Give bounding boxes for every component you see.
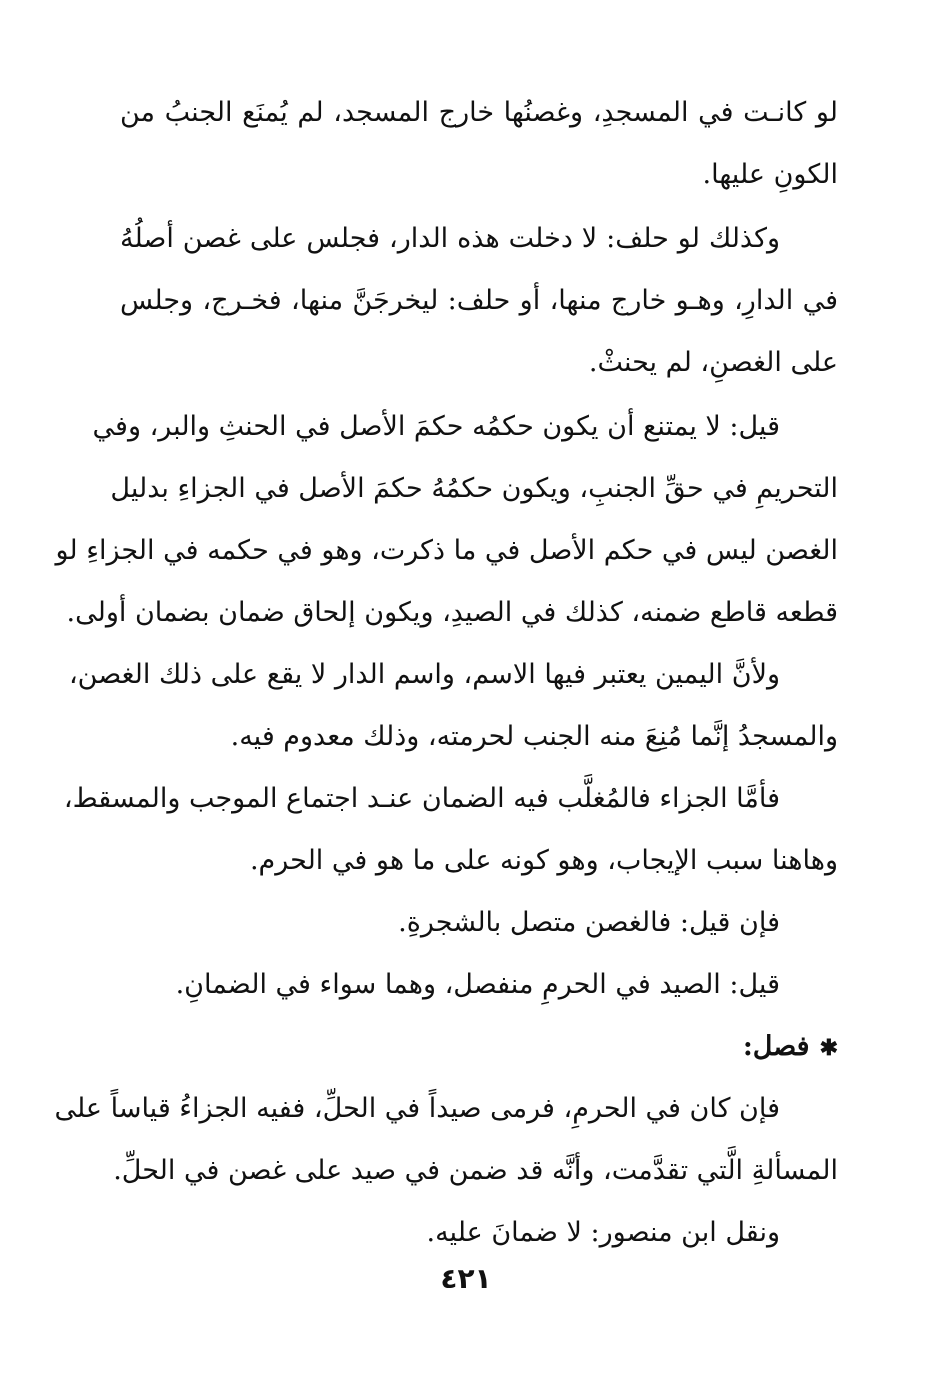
page-number: ٤٢١ <box>440 1262 492 1295</box>
page-body <box>54 82 838 1264</box>
paragraph <box>55 396 838 644</box>
text-line: لو كانـت في المسجدِ، وغصنُها خارج المسجد، لم يُمنَع الجنبُ من <box>120 97 838 128</box>
paragraph <box>120 208 838 394</box>
paragraph <box>120 954 838 1016</box>
paragraph <box>54 1078 838 1202</box>
paragraph <box>120 82 838 206</box>
text-line: فأمَّا الجزاء فالمُغلَّب فيه الضمان عنـد اجتماع الموجب والمسقط، <box>63 783 780 814</box>
asterisk-icon: ✱ <box>819 1035 838 1061</box>
paragraph <box>68 644 838 768</box>
text-line: المسألةِ الَّتي تقدَّمت، وأنَّه قد ضمن في صيد على غصن في الحلِّ. <box>113 1155 838 1186</box>
text-line: قيل: الصيد في الحرمِ منفصل، وهما سواء في الضمانِ. <box>175 969 780 1000</box>
text-line: على الغصنِ، لم يحنثْ. <box>588 347 838 378</box>
paragraph <box>120 892 838 954</box>
text-line: قطعه قاطع ضمنه، كذلك في الصيدِ، ويكون إلحاق ضمان بضمان أولى. <box>66 597 838 628</box>
paragraph <box>120 1202 838 1264</box>
text-line: ونقل ابن منصور: لا ضمانَ عليه. <box>426 1217 780 1248</box>
text-line: والمسجدُ إنَّما مُنِعَ منه الجنب لحرمته، وذلك معدوم فيه. <box>230 721 838 752</box>
section-heading-text: فصل: <box>742 1031 810 1062</box>
text-line: الكونِ عليها. <box>702 159 838 190</box>
text-line: فإن كان في الحرمِ، فرمى صيداً في الحلِّ، ففيه الجزاءُ قياساً على <box>54 1093 780 1124</box>
text-line: وكذلك لو حلف: لا دخلت هذه الدار، فجلس على غصن أصلُهُ <box>120 223 780 254</box>
text-line: التحريمِ في حقِّ الجنبِ، ويكون حكمُهُ حكمَ الأصل في الجزاءِ بدليل <box>110 473 838 504</box>
text-line: وهاهنا سبب الإيجاب، وهو كونه على ما هو في الحرم. <box>249 845 838 876</box>
text-line: قيل: لا يمتنع أن يكون حكمُه حكمَ الأصل في الحنثِ والبر، وفي <box>92 411 780 442</box>
paragraph <box>63 768 838 892</box>
text-line: فإن قيل: فالغصن متصل بالشجرةِ. <box>398 907 780 938</box>
text-line: ولأنَّ اليمين يعتبر فيها الاسم، واسم الدار لا يقع على ذلك الغصن، <box>68 659 780 690</box>
section-heading <box>120 1016 838 1078</box>
text-line: في الدارِ، وهـو خارج منها، أو حلف: ليخرجَنَّ منها، فخـرج، وجلس <box>120 285 838 316</box>
text-line: الغصن ليس في حكم الأصل في ما ذكرت، وهو في حكمه في الجزاءِ لو <box>55 535 838 566</box>
